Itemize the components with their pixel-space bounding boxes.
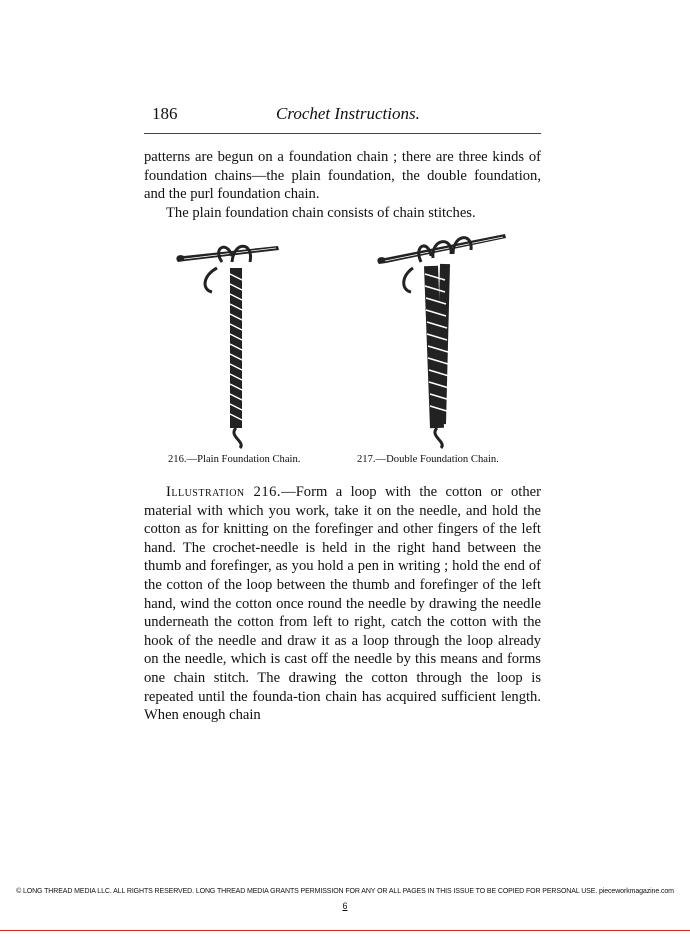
paragraph-intro: patterns are begun on a foundation chain ; there are three kinds of foundation chains—the plain foundation, the double foundation, and the purl foundation chain. — [144, 149, 541, 203]
page-number: 186 — [152, 104, 178, 123]
illustration-lead: Illustration 216. — [166, 484, 282, 500]
running-title: Crochet Instructions. — [276, 104, 420, 123]
double-foundation-chain-illustration — [373, 228, 513, 450]
folio-number: 6 — [342, 901, 348, 911]
paragraph-illustration-216 — [144, 483, 541, 725]
plain-foundation-chain-illustration — [172, 228, 282, 450]
bottom-rule — [0, 930, 690, 931]
paragraph-plain-chain: The plain foundation chain consists of chain stitches. — [166, 205, 476, 221]
figure-caption-217: 217.—Double Foundation Chain. — [357, 454, 499, 465]
figure-caption-216: 216.—Plain Foundation Chain. — [168, 454, 301, 465]
illustration-text: —Form a loop with the cotton or other material with which you work, take it on the needle, and hold the cotton as for knitting on the forefinger and other fingers of the left hand. The crochet-needle is held in the right hand between the thumb and forefinger, as you hold a pen in writing ; hold the end of the cotton of the loop between the thumb and forefinger of the left hand, wind the cotton once round the needle by drawing the needle underneath the cotton from left to right, catch the cotton with the hook of the needle and draw it as a loop through the loop already on the needle, which is cast off the needle by this means and forms one chain stitch. The drawing the cotton through the loop is repeated until the founda-tion chain has acquired sufficient length. When enough chain — [144, 484, 541, 724]
header-rule — [144, 133, 541, 134]
copyright-notice: © LONG THREAD MEDIA LLC. ALL RIGHTS RESERVED. LONG THREAD MEDIA GRANTS PERMISSION FOR ANY OR ALL PAGES IN THIS ISSUE TO BE COPIED FOR PERSONAL USE. pieceworkmagazine.com — [16, 888, 674, 895]
